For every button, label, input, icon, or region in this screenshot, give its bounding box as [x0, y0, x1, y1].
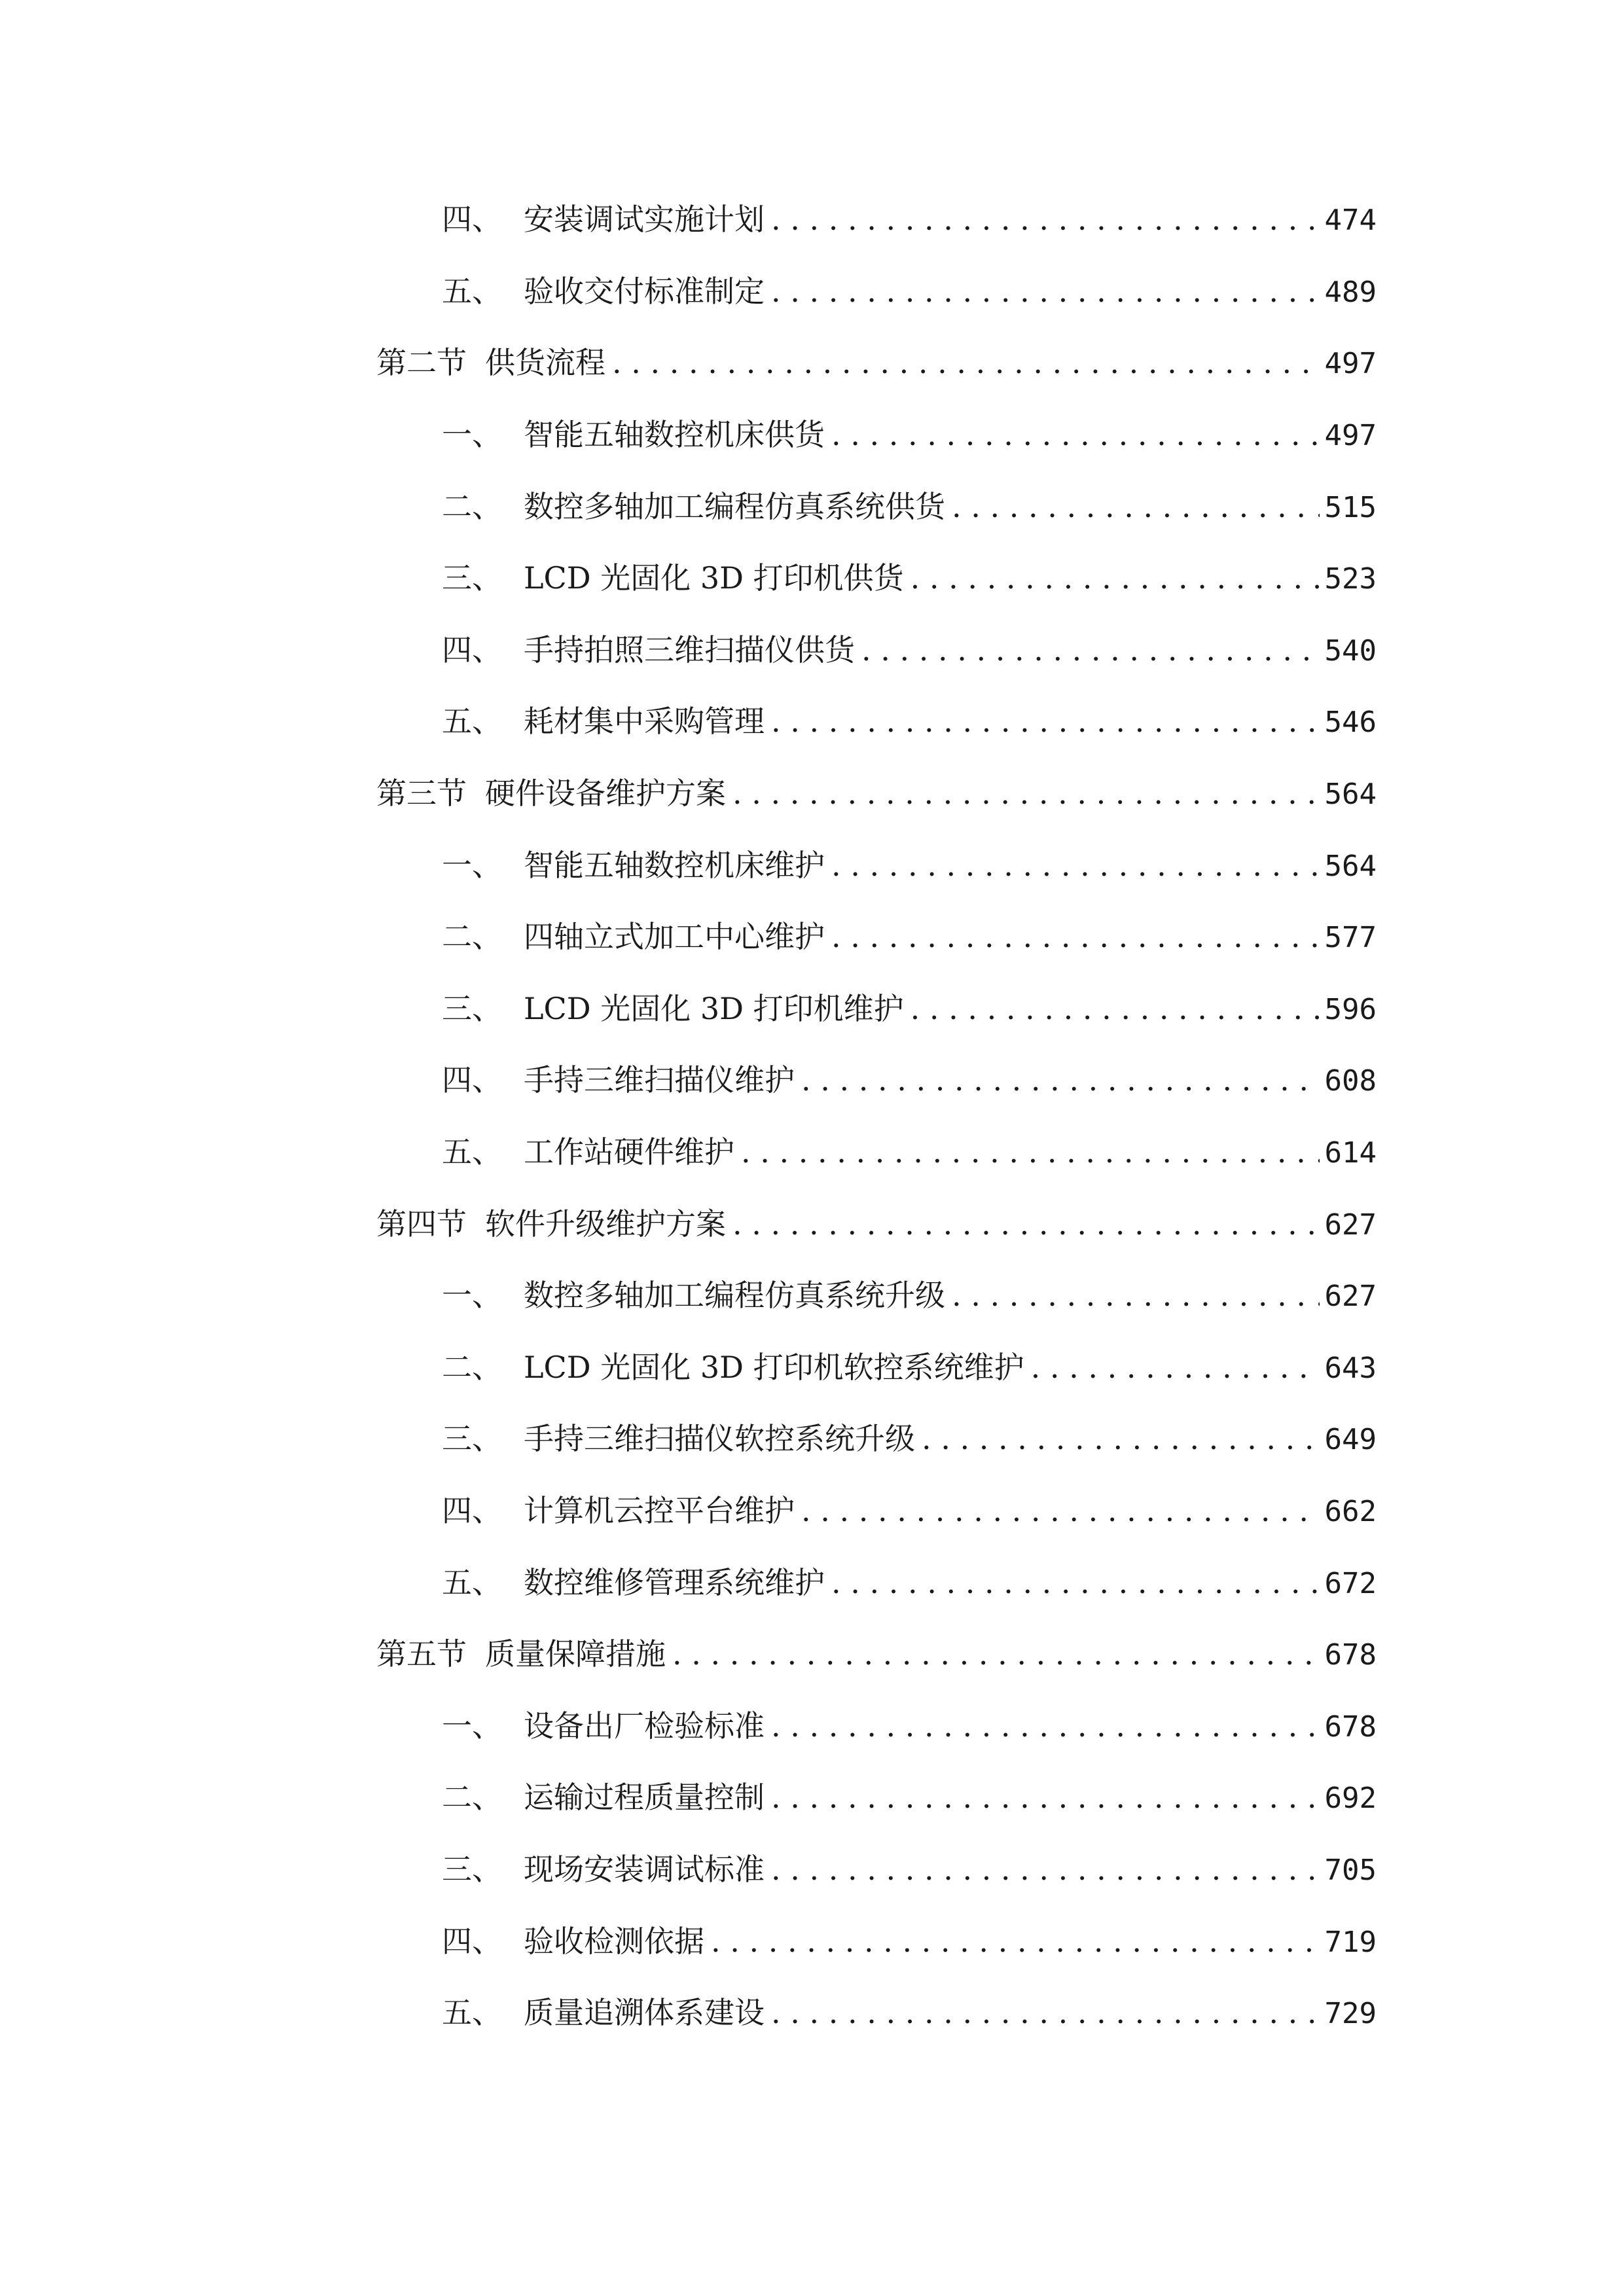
toc-entry-number: 五、: [442, 1995, 502, 2030]
toc-entry-number: 五、: [442, 274, 502, 309]
toc-entry[interactable]: [442, 1843, 1377, 1895]
dot-leader: [732, 767, 1320, 819]
dot-leader: [711, 1915, 1320, 1967]
toc-entry[interactable]: [442, 1556, 1377, 1609]
toc-section[interactable]: [376, 336, 1377, 389]
toc-entry[interactable]: [442, 265, 1377, 317]
toc-section-page: 678: [1324, 1638, 1377, 1672]
dot-leader: [831, 408, 1320, 461]
toc-entry-title: 手持三维扫描仪维护: [524, 1062, 795, 1098]
toc-entry-page: 564: [1324, 850, 1377, 883]
toc-entry-number: 三、: [442, 1421, 502, 1456]
toc-section-page: 497: [1324, 347, 1377, 380]
toc-entry-number: 四、: [442, 202, 502, 237]
toc-section[interactable]: [376, 1198, 1377, 1250]
toc-entry-page: 540: [1324, 634, 1377, 668]
toc-entry-page: 546: [1324, 706, 1377, 739]
toc-entry-title: LCD 光固化 3D 打印机软控系统维护: [524, 1350, 1024, 1385]
toc-entry-title: LCD 光固化 3D 打印机供货: [524, 560, 904, 596]
toc-entry-number: 一、: [442, 417, 502, 452]
toc-entry[interactable]: [442, 839, 1377, 891]
toc-entry-page: 719: [1324, 1926, 1377, 1959]
toc-entry-page: 523: [1324, 562, 1377, 596]
toc-entry-title: 手持三维扫描仪软控系统升级: [524, 1421, 915, 1456]
toc-entry-title: 计算机云控平台维护: [524, 1493, 795, 1528]
toc-entry-page: 672: [1324, 1567, 1377, 1600]
toc-entry-number: 二、: [442, 919, 502, 954]
toc-entry-title: 验收检测依据: [524, 1924, 704, 1959]
toc-entry-title: 运输过程质量控制: [524, 1780, 765, 1815]
dot-leader: [952, 480, 1320, 533]
toc-entry[interactable]: [442, 1986, 1377, 2039]
dot-leader: [952, 1269, 1320, 1321]
dot-leader: [831, 1556, 1320, 1609]
toc-section-page: 564: [1324, 778, 1377, 811]
toc-entry-number: 四、: [442, 1924, 502, 1959]
dot-leader: [741, 1126, 1320, 1178]
toc-entry[interactable]: [442, 982, 1377, 1035]
toc-entry[interactable]: [442, 408, 1377, 461]
toc-entry-page: 577: [1324, 921, 1377, 954]
toc-section-number: 第四节: [376, 1206, 467, 1242]
toc-entry-page: 643: [1324, 1352, 1377, 1385]
dot-leader: [861, 624, 1320, 676]
toc-entry[interactable]: [442, 1269, 1377, 1321]
toc-entry-number: 五、: [442, 1134, 502, 1170]
toc-entry-number: 三、: [442, 991, 502, 1026]
toc-section[interactable]: [376, 1628, 1377, 1680]
toc-section-page: 627: [1324, 1208, 1377, 1242]
toc-entry-title: 数控维修管理系统维护: [524, 1565, 825, 1600]
toc-entry[interactable]: [442, 1054, 1377, 1106]
dot-leader: [771, 1700, 1320, 1752]
dot-leader: [771, 193, 1320, 245]
toc-entry-number: 四、: [442, 1493, 502, 1528]
toc-entry-number: 二、: [442, 1350, 502, 1385]
toc-entry-page: 705: [1324, 1854, 1377, 1887]
toc-entry[interactable]: [442, 1700, 1377, 1752]
toc-section-number: 第五节: [376, 1636, 467, 1672]
dot-leader: [801, 1484, 1320, 1537]
dot-leader: [732, 1198, 1320, 1250]
dot-leader: [922, 1412, 1320, 1465]
toc-entry-number: 四、: [442, 632, 502, 668]
toc-entry-page: 649: [1324, 1423, 1377, 1456]
toc-entry-number: 二、: [442, 489, 502, 524]
toc-entry-number: 一、: [442, 1708, 502, 1744]
toc-entry-title: 现场安装调试标准: [524, 1852, 765, 1887]
toc-entry[interactable]: [442, 1126, 1377, 1178]
toc-entry-title: 验收交付标准制定: [524, 274, 765, 309]
toc-entry-title: 工作站硬件维护: [524, 1134, 734, 1170]
toc-entry[interactable]: [442, 695, 1377, 747]
dot-leader: [831, 910, 1320, 963]
toc-entry[interactable]: [442, 480, 1377, 533]
toc-entry-title: 数控多轴加工编程仿真系统升级: [524, 1278, 945, 1313]
toc-section-title: 供货流程: [485, 345, 605, 380]
toc-entry[interactable]: [442, 1915, 1377, 1967]
toc-entry-title: 四轴立式加工中心维护: [524, 919, 825, 954]
toc-entry[interactable]: [442, 1412, 1377, 1465]
toc-entry-title: 质量追溯体系建设: [524, 1995, 765, 2030]
toc-entry-title: 智能五轴数控机床供货: [524, 417, 825, 452]
toc-entry-page: 608: [1324, 1064, 1377, 1098]
toc-entry-number: 一、: [442, 848, 502, 883]
toc-section-number: 第二节: [376, 345, 467, 380]
toc-entry-title: LCD 光固化 3D 打印机维护: [524, 991, 904, 1026]
toc-entry-number: 四、: [442, 1062, 502, 1098]
toc-entry[interactable]: [442, 910, 1377, 963]
dot-leader: [771, 1986, 1320, 2039]
dot-leader: [771, 265, 1320, 317]
toc-section-number: 第三节: [376, 776, 467, 811]
dot-leader: [612, 336, 1320, 389]
dot-leader: [911, 982, 1320, 1035]
dot-leader: [831, 839, 1320, 891]
dot-leader: [771, 1843, 1320, 1895]
toc-entry[interactable]: [442, 624, 1377, 676]
toc-entry-title: 数控多轴加工编程仿真系统供货: [524, 489, 945, 524]
toc-entry-title: 设备出厂检验标准: [524, 1708, 765, 1744]
toc-entry[interactable]: [442, 1484, 1377, 1537]
toc-entry-title: 安装调试实施计划: [524, 202, 765, 237]
toc-entry-number: 二、: [442, 1780, 502, 1815]
toc-entry-page: 596: [1324, 993, 1377, 1026]
toc-entry[interactable]: [442, 1341, 1377, 1393]
dot-leader: [672, 1628, 1320, 1680]
toc-entry-page: 678: [1324, 1710, 1377, 1744]
toc-entry[interactable]: [442, 1771, 1377, 1823]
toc-entry-title: 耗材集中采购管理: [524, 704, 765, 739]
toc-section-title: 硬件设备维护方案: [485, 776, 726, 811]
dot-leader: [911, 552, 1320, 604]
toc-entry-page: 662: [1324, 1495, 1377, 1528]
toc-entry-page: 489: [1324, 276, 1377, 309]
toc-entry-page: 497: [1324, 419, 1377, 452]
dot-leader: [801, 1054, 1320, 1106]
toc-entry-title: 智能五轴数控机床维护: [524, 848, 825, 883]
toc-section-title: 质量保障措施: [485, 1636, 666, 1672]
toc-entry-page: 474: [1324, 204, 1377, 237]
toc-entry-number: 五、: [442, 1565, 502, 1600]
toc-entry-number: 三、: [442, 560, 502, 596]
toc-section[interactable]: [376, 767, 1377, 819]
toc-entry[interactable]: [442, 193, 1377, 245]
dot-leader: [771, 695, 1320, 747]
toc-entry-number: 三、: [442, 1852, 502, 1887]
toc-entry-number: 一、: [442, 1278, 502, 1313]
toc-section-title: 软件升级维护方案: [485, 1206, 726, 1242]
toc-entry-page: 627: [1324, 1280, 1377, 1313]
dot-leader: [1031, 1341, 1320, 1393]
toc-entry-page: 515: [1324, 491, 1377, 524]
toc-entry[interactable]: [442, 552, 1377, 604]
toc-entry-title: 手持拍照三维扫描仪供货: [524, 632, 855, 668]
toc-entry-page: 729: [1324, 1997, 1377, 2030]
toc-entry-number: 五、: [442, 704, 502, 739]
dot-leader: [771, 1771, 1320, 1823]
toc-entry-page: 614: [1324, 1136, 1377, 1170]
toc-entry-page: 692: [1324, 1782, 1377, 1815]
